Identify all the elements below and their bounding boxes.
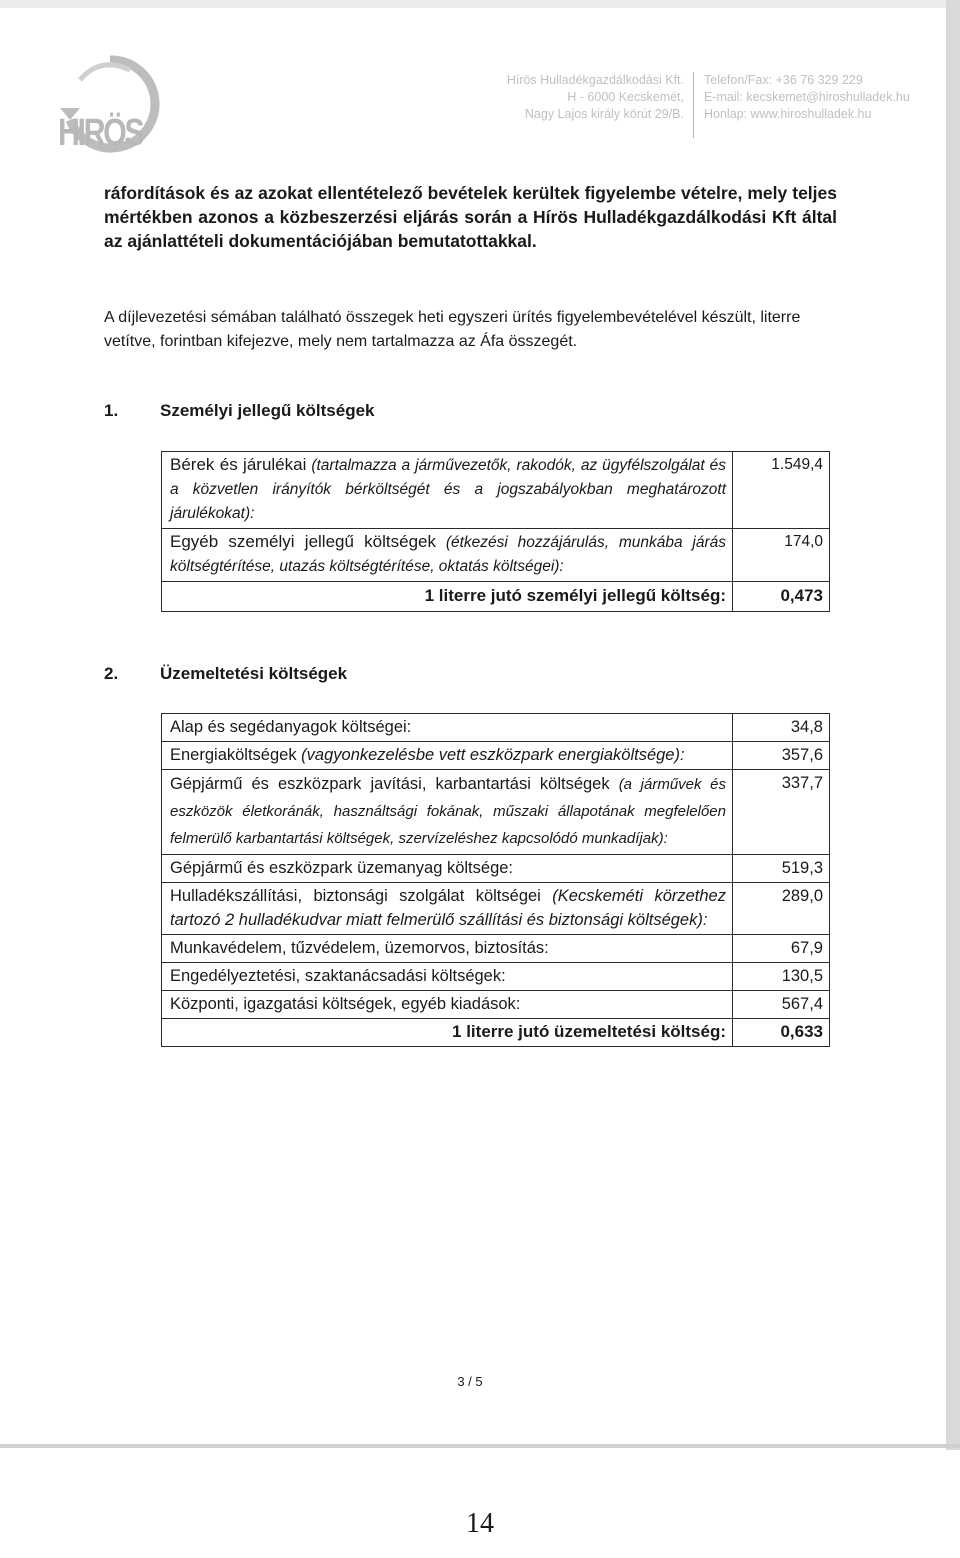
cost-value: 1.549,4 [733,452,830,529]
intro-paragraph: ráfordítások és az azokat ellentételező bevételek kerültek figyelembe vételre, mely teljes mértékben azonos a közbeszerzési eljárás során a Hírös Hulladékgazdálkodási Kft által az ajánlattételi dokumentációjában bemutatottakkal. [104,183,837,251]
cost-description [162,742,733,770]
contact-email: E-mail: kecskemet@hiroshulladek.hu [704,90,910,104]
cost-value: 337,7 [733,770,830,855]
cost-label: Munkavédelem, tűzvédelem, üzemorvos, biztosítás: [170,939,549,957]
contact-phone: Telefon/Fax: +36 76 329 229 [704,73,863,87]
total-row [162,582,830,612]
cost-description [162,529,733,582]
cost-description [162,770,733,855]
section-2-title: Üzemeltetési költségek [160,664,348,683]
cost-label: Engedélyeztetési, szaktanácsadási költségek: [170,967,506,985]
cost-label: Egyéb személyi jellegű költségek [170,532,436,551]
scan-edge-right [946,0,960,1450]
cost-value: 174,0 [733,529,830,582]
total-value: 0,633 [733,1019,830,1047]
contact-website: Honlap: www.hiroshulladek.hu [704,107,872,121]
cost-value: 130,5 [733,963,830,991]
cost-description [162,855,733,883]
table-row [162,714,830,742]
cost-value: 34,8 [733,714,830,742]
cost-description [162,452,733,529]
total-row [162,1019,830,1047]
cost-value: 357,6 [733,742,830,770]
cost-note: (a járművek és eszközök életkoránák, használtsági fokának, műszaki állapotának megfelelően felmerülő karbantartási költségek, szervízeléshez kapcsolódó munkadíjak): [170,776,726,847]
cost-description [162,935,733,963]
table-row [162,742,830,770]
section-2-heading [104,664,347,684]
table-row [162,770,830,855]
table-row [162,963,830,991]
table-row [162,883,830,935]
table-row [162,452,830,529]
cost-value: 289,0 [733,883,830,935]
body-paragraph: A díjlevezetési sémában található összegek heti egyszeri ürítés figyelembevételével készült, literre vetítve, forintban kifejezve, mely nem tartalmazza az Áfa összegét. [104,309,801,350]
cost-note: (tartalmazza a járművezetők, rakodók, az ügyfélszolgálat és a közvetlen irányítók bérköltségét és a jogszabályokban meghatározott járulékokat): [170,457,726,522]
cost-label: Gépjármű és eszközpark javítási, karbantartási költségek [170,775,610,793]
cost-note: (vagyonkezelésbe vett eszközpark energiaköltsége): [301,746,685,764]
cost-label: Bérek és járulékai [170,455,307,474]
cost-description [162,991,733,1019]
header-divider [693,72,694,138]
company-contact [704,72,934,123]
section-1-number: 1. [104,401,119,420]
cost-label: Alap és segédanyagok költségei: [170,718,412,736]
scan-edge-top [0,0,960,8]
cost-value: 519,3 [733,855,830,883]
section-2-number: 2. [104,664,119,683]
total-value: 0,473 [733,582,830,612]
cost-value: 67,9 [733,935,830,963]
company-address [480,72,684,123]
cost-label: Központi, igazgatási költségek, egyéb kiadások: [170,995,521,1013]
table-row [162,991,830,1019]
scan-edge-bottom [0,1444,960,1448]
cost-note: (étkezési hozzájárulás, munkába járás költségtérítése, utazás költségtérítése, oktatás költségei): [170,534,726,575]
company-city: H - 6000 Kecskemét, [567,90,684,104]
cost-label: Energiaköltségek [170,746,297,764]
cost-value: 567,4 [733,991,830,1019]
section-1-heading [104,401,374,421]
table-row [162,935,830,963]
cost-description [162,963,733,991]
cost-label: Gépjármű és eszközpark üzemanyag költsége: [170,859,514,877]
total-label: 1 literre jutó személyi jellegű költség: [162,582,733,612]
cost-description [162,714,733,742]
cost-note: (Kecskeméti körzethez tartozó 2 hulladékudvar miatt felmerülő szállítási és biztonsági költségek): [170,887,726,929]
table-row [162,529,830,582]
cost-label: Hulladékszállítási, biztonsági szolgálat költségei [170,887,541,905]
personnel-cost-table [161,451,830,612]
company-street: Nagy Lajos király körút 29/B. [524,107,684,121]
table-row [162,855,830,883]
page-indicator: 3 / 5 [457,1374,483,1389]
total-label: 1 literre jutó üzemeltetési költség: [162,1019,733,1047]
operating-cost-table [161,713,830,1047]
page-number: 14 [466,1508,494,1539]
company-name: Hírös Hulladékgazdálkodási Kft. [506,73,684,87]
cost-description [162,883,733,935]
section-1-title: Személyi jellegű költségek [160,401,375,420]
logo-text: HIRÖS [58,112,143,154]
